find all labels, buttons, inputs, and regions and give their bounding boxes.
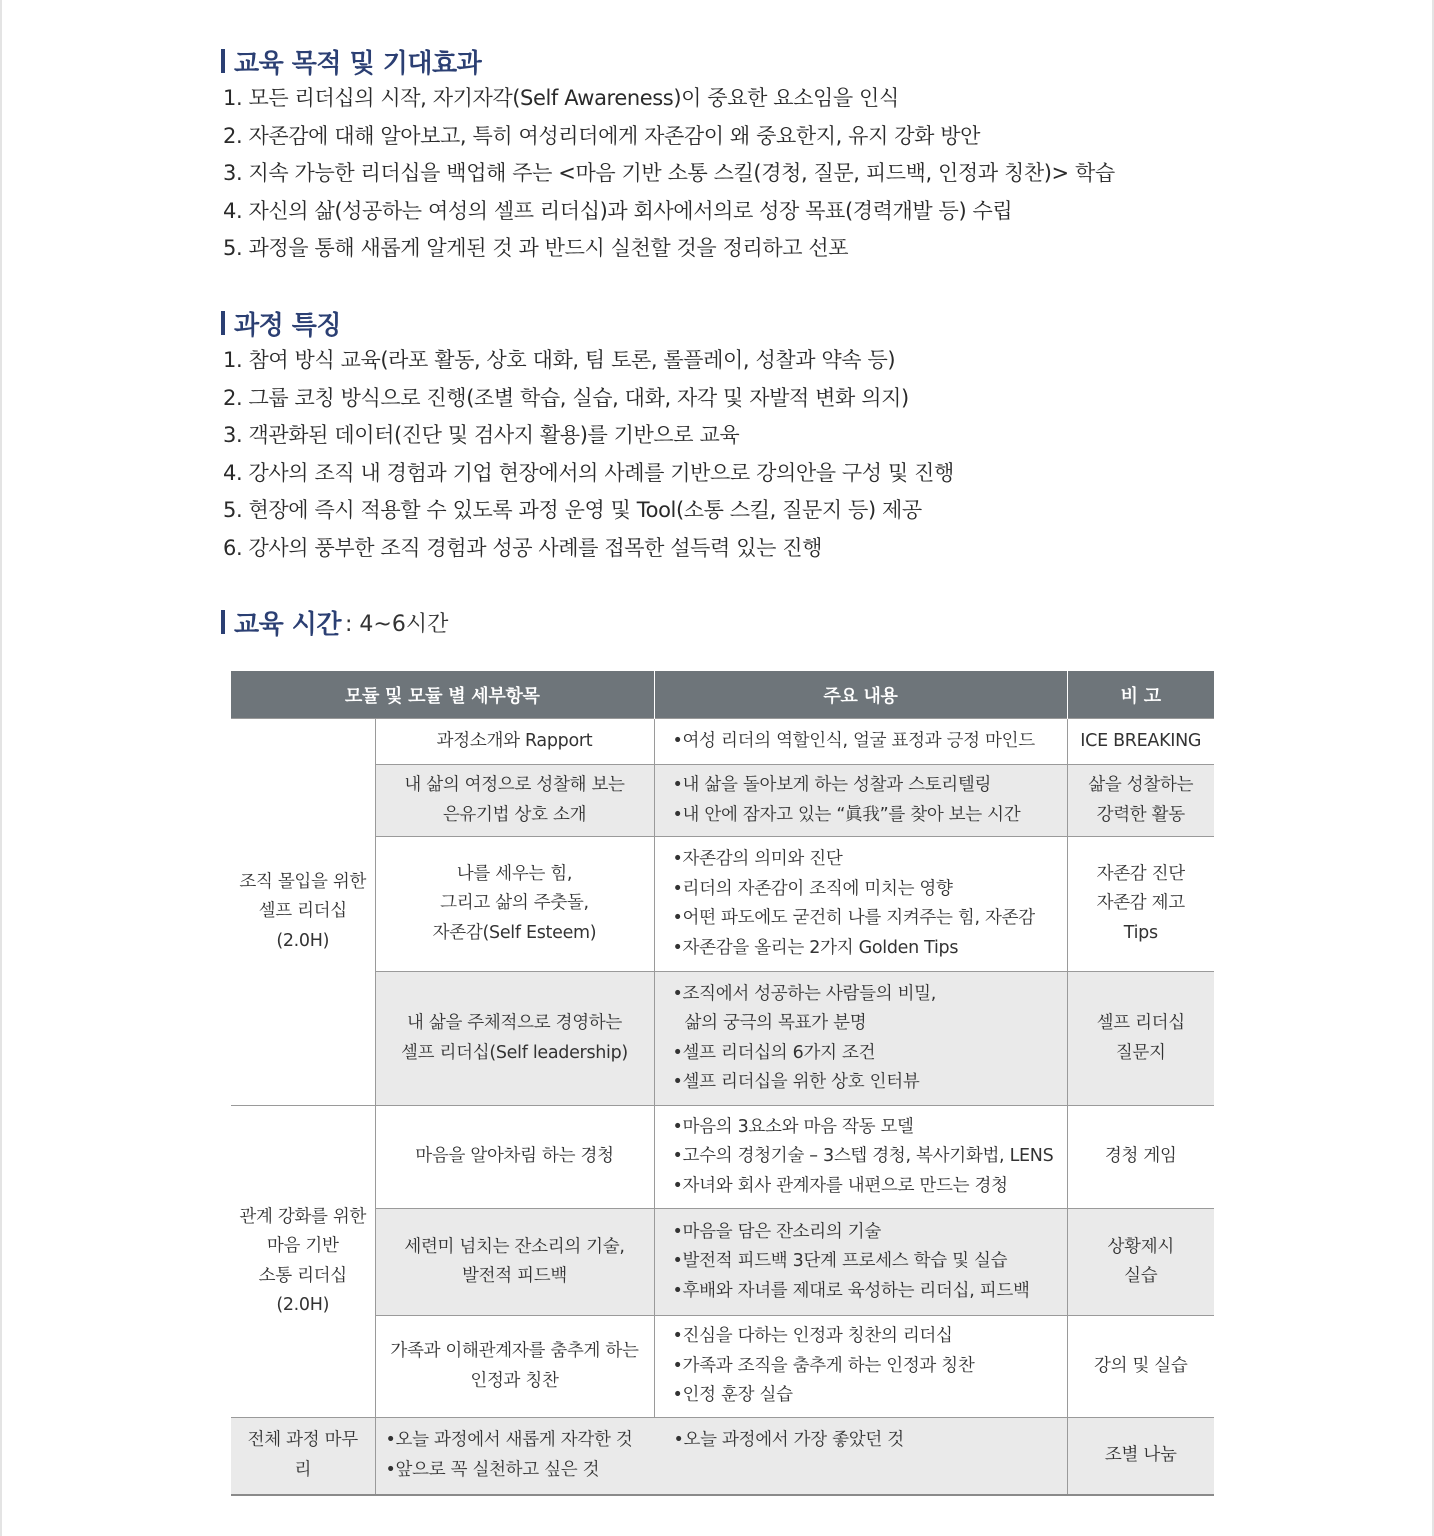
table-row bbox=[231, 1316, 1214, 1418]
closing-content-cell bbox=[375, 1418, 1067, 1495]
table-row bbox=[231, 1209, 1214, 1316]
list-item: 2. 자존감에 대해 알아보고, 특히 여성리더에게 자존감이 왜 중요한지, 유지 강화 방안 bbox=[223, 123, 981, 148]
module-line: (2.0H) bbox=[276, 1295, 330, 1315]
list-item: 5. 현장에 즉시 적용할 수 있도록 과정 운영 및 Tool(소통 스킬, 질문지 등) 제공 bbox=[223, 498, 922, 522]
module-line: 마음 기반 bbox=[266, 1236, 339, 1256]
features-title: 과정 특징 bbox=[234, 310, 342, 341]
content-cell bbox=[654, 1106, 1067, 1209]
submodule-cell bbox=[375, 719, 654, 765]
duration-section bbox=[221, 605, 448, 639]
objectives-title: 교육 목적 및 기대효과 bbox=[234, 48, 482, 79]
content-cell bbox=[654, 765, 1067, 837]
list-item: 4. 자신의 삶(성공하는 여성의 셀프 리더십)과 회사에서의로 성장 목표(경력개발 등) 수립 bbox=[223, 198, 1013, 223]
submodule-line: 자존감(Self Esteem) bbox=[432, 922, 597, 943]
table-row bbox=[231, 972, 1214, 1106]
submodule-cell bbox=[375, 765, 654, 837]
module-line: (2.0H) bbox=[276, 930, 330, 951]
content-bullet: •내 안에 잠자고 있는 “眞我”를 찾아 보는 시간 bbox=[672, 804, 1021, 825]
content-bullet: •리더의 자존감이 조직에 미치는 영향 bbox=[672, 878, 953, 899]
table-row bbox=[231, 837, 1214, 972]
note-line: 상황제시 bbox=[1107, 1236, 1174, 1257]
objectives-section bbox=[221, 44, 1115, 268]
note-line: 강력한 활동 bbox=[1096, 804, 1185, 825]
content-bullet: •자존감의 의미와 진단 bbox=[672, 849, 843, 869]
submodule-cell bbox=[375, 837, 654, 972]
list-item: 5. 과정을 통해 새롭게 알게된 것 과 반드시 실천할 것을 정리하고 선포 bbox=[223, 236, 849, 260]
header-module: 모듈 및 모듈 별 세부항목 bbox=[231, 671, 654, 719]
note-line: 셀프 리더십 bbox=[1096, 1013, 1185, 1033]
submodule-line: 가족과 이해관계자를 춤추게 하는 bbox=[390, 1341, 639, 1361]
list-item: 3. 객관화된 데이터(진단 및 검사지 활용)를 기반으로 교육 bbox=[223, 423, 740, 447]
submodule-cell bbox=[375, 1106, 654, 1209]
features-heading bbox=[221, 306, 954, 340]
content-cell bbox=[654, 1209, 1067, 1316]
header-note: 비 고 bbox=[1067, 671, 1214, 719]
submodule-line: 은유기법 상호 소개 bbox=[442, 804, 587, 825]
submodule-line: 발전적 피드백 bbox=[462, 1266, 567, 1286]
closing-note-cell: 조별 나눔 bbox=[1067, 1418, 1214, 1495]
heading-bar-icon bbox=[221, 610, 225, 634]
heading-bar-icon bbox=[221, 49, 225, 73]
table-row bbox=[231, 1106, 1214, 1209]
submodule-cell bbox=[375, 1316, 654, 1418]
content-bullet: •인정 훈장 실습 bbox=[672, 1385, 793, 1406]
module-line: 관계 강화를 위한 bbox=[239, 1206, 367, 1227]
content-cell bbox=[654, 719, 1067, 765]
page-left-edge bbox=[0, 0, 2, 1536]
closing-module-cell: 전체 과정 마무리 bbox=[231, 1418, 375, 1495]
note-line: 삶을 성찰하는 bbox=[1088, 775, 1194, 795]
objectives-heading bbox=[221, 44, 1115, 78]
content-bullet: •마음을 담은 잔소리의 기술 bbox=[672, 1221, 881, 1242]
submodule-line: 나를 세우는 힘, bbox=[456, 863, 573, 884]
content-bullet: •오늘 과정에서 가장 좋았던 것 bbox=[673, 1430, 904, 1451]
list-item: 2. 그룹 코칭 방식으로 진행(조별 학습, 실습, 대화, 자각 및 자발적 변화 의지) bbox=[223, 385, 909, 410]
content-bullet: •셀프 리더십의 6가지 조건 bbox=[672, 1042, 876, 1063]
note-line: 강의 및 실습 bbox=[1093, 1355, 1188, 1376]
note-cell bbox=[1067, 719, 1214, 765]
duration-title: 교육 시간 bbox=[234, 609, 342, 640]
content-bullet: •가족과 조직을 춤추게 하는 인정과 칭찬 bbox=[672, 1355, 975, 1376]
submodule-line: 세련미 넘치는 잔소리의 기술, bbox=[404, 1236, 625, 1257]
module-line: 소통 리더십 bbox=[258, 1265, 347, 1286]
note-cell bbox=[1067, 1209, 1214, 1316]
note-cell bbox=[1067, 837, 1214, 972]
table-row bbox=[231, 1418, 1214, 1495]
submodule-line: 인정과 칭찬 bbox=[470, 1370, 559, 1391]
content-bullet: 삶의 궁극의 목표가 분명 bbox=[684, 1013, 867, 1033]
content-bullet: •후배와 자녀를 제대로 육성하는 리더십, 피드백 bbox=[672, 1280, 1030, 1301]
content-bullet: •고수의 경청기술 – 3스텝 경청, 복사기화법, LENS bbox=[672, 1146, 1054, 1167]
note-line: ICE BREAKING bbox=[1080, 730, 1202, 751]
table-row bbox=[231, 765, 1214, 837]
note-line: 실습 bbox=[1124, 1266, 1158, 1286]
content-bullet: •자존감을 올리는 2가지 Golden Tips bbox=[672, 937, 959, 958]
list-item: 6. 강사의 풍부한 조직 경험과 성공 사례를 접목한 설득력 있는 진행 bbox=[223, 535, 823, 560]
closing-grid bbox=[386, 1426, 1057, 1456]
submodule-line: 그리고 삶의 주춧돌, bbox=[440, 893, 589, 914]
content-bullet: •앞으로 꼭 실천하고 싶은 것 bbox=[385, 1459, 600, 1480]
content-cell bbox=[654, 972, 1067, 1106]
content-bullet: •발전적 피드백 3단계 프로세스 학습 및 실습 bbox=[672, 1251, 1008, 1272]
content-cell bbox=[654, 837, 1067, 972]
note-cell bbox=[1067, 972, 1214, 1106]
list-item: 1. 참여 방식 교육(라포 활동, 상호 대화, 팀 토론, 롤플레이, 성찰과 약속 등) bbox=[223, 348, 896, 372]
content-bullet: •여성 리더의 역할인식, 얼굴 표정과 긍정 마인드 bbox=[672, 730, 1035, 751]
heading-bar-icon bbox=[221, 311, 225, 335]
note-cell bbox=[1067, 1106, 1214, 1209]
table-header-row bbox=[231, 671, 1214, 719]
note-line: 자존감 진단 bbox=[1096, 863, 1185, 884]
module-cell bbox=[231, 1106, 375, 1418]
note-cell bbox=[1067, 765, 1214, 837]
submodule-line: 내 삶의 여정으로 성찰해 보는 bbox=[404, 775, 625, 795]
duration-heading bbox=[221, 605, 448, 639]
note-line: 자존감 제고 Tips bbox=[1096, 893, 1185, 943]
submodule-line: 셀프 리더십(Self leadership) bbox=[401, 1042, 628, 1063]
module-cell bbox=[231, 719, 375, 1106]
content-bullet: •셀프 리더십을 위한 상호 인터뷰 bbox=[672, 1072, 920, 1092]
submodule-cell bbox=[375, 1209, 654, 1316]
module-line: 셀프 리더십 bbox=[258, 901, 347, 922]
duration-value: : 4~6시간 bbox=[345, 611, 449, 637]
content-bullet: •자녀와 회사 관계자를 내편으로 만드는 경청 bbox=[672, 1175, 1008, 1196]
content-bullet: •진심을 다하는 인정과 칭찬의 리더십 bbox=[672, 1326, 953, 1347]
content-bullet: •어떤 파도에도 굳건히 나를 지켜주는 힘, 자존감 bbox=[672, 908, 1035, 928]
content-bullet: •조직에서 성공하는 사람들의 비밀, bbox=[672, 983, 937, 1004]
list-item: 3. 지속 가능한 리더십을 백업해 주는 <마음 기반 소통 스킬(경청, 질문, 피드백, 인정과 칭찬)> 학습 bbox=[223, 161, 1115, 185]
note-cell bbox=[1067, 1316, 1214, 1418]
note-line: 질문지 bbox=[1115, 1042, 1166, 1063]
objectives-list bbox=[223, 80, 1115, 268]
content-bullet: •내 삶을 돌아보게 하는 성찰과 스토리텔링 bbox=[672, 775, 992, 795]
submodule-line: 마음을 알아차림 하는 경청 bbox=[415, 1146, 614, 1167]
content-bullet: •오늘 과정에서 새롭게 자각한 것 bbox=[385, 1430, 633, 1451]
submodule-line: 내 삶을 주체적으로 경영하는 bbox=[406, 1013, 623, 1033]
content-bullet: •마음의 3요소와 마음 작동 모델 bbox=[672, 1116, 914, 1137]
note-line: 경청 게임 bbox=[1104, 1146, 1177, 1167]
list-item: 4. 강사의 조직 내 경험과 기업 현장에서의 사례를 기반으로 강의안을 구성 및 진행 bbox=[223, 460, 954, 485]
content-cell bbox=[654, 1316, 1067, 1418]
list-item: 1. 모든 리더십의 시작, 자기자각(Self Awareness)이 중요한 요소임을 인식 bbox=[223, 86, 899, 110]
course-table bbox=[231, 671, 1214, 1496]
submodule-line: 과정소개와 Rapport bbox=[436, 730, 593, 751]
features-list bbox=[223, 342, 954, 567]
submodule-cell bbox=[375, 972, 654, 1106]
module-line: 조직 몰입을 위한 bbox=[239, 871, 367, 892]
header-content: 주요 내용 bbox=[654, 671, 1067, 719]
table-row bbox=[231, 719, 1214, 765]
features-section bbox=[221, 306, 954, 567]
